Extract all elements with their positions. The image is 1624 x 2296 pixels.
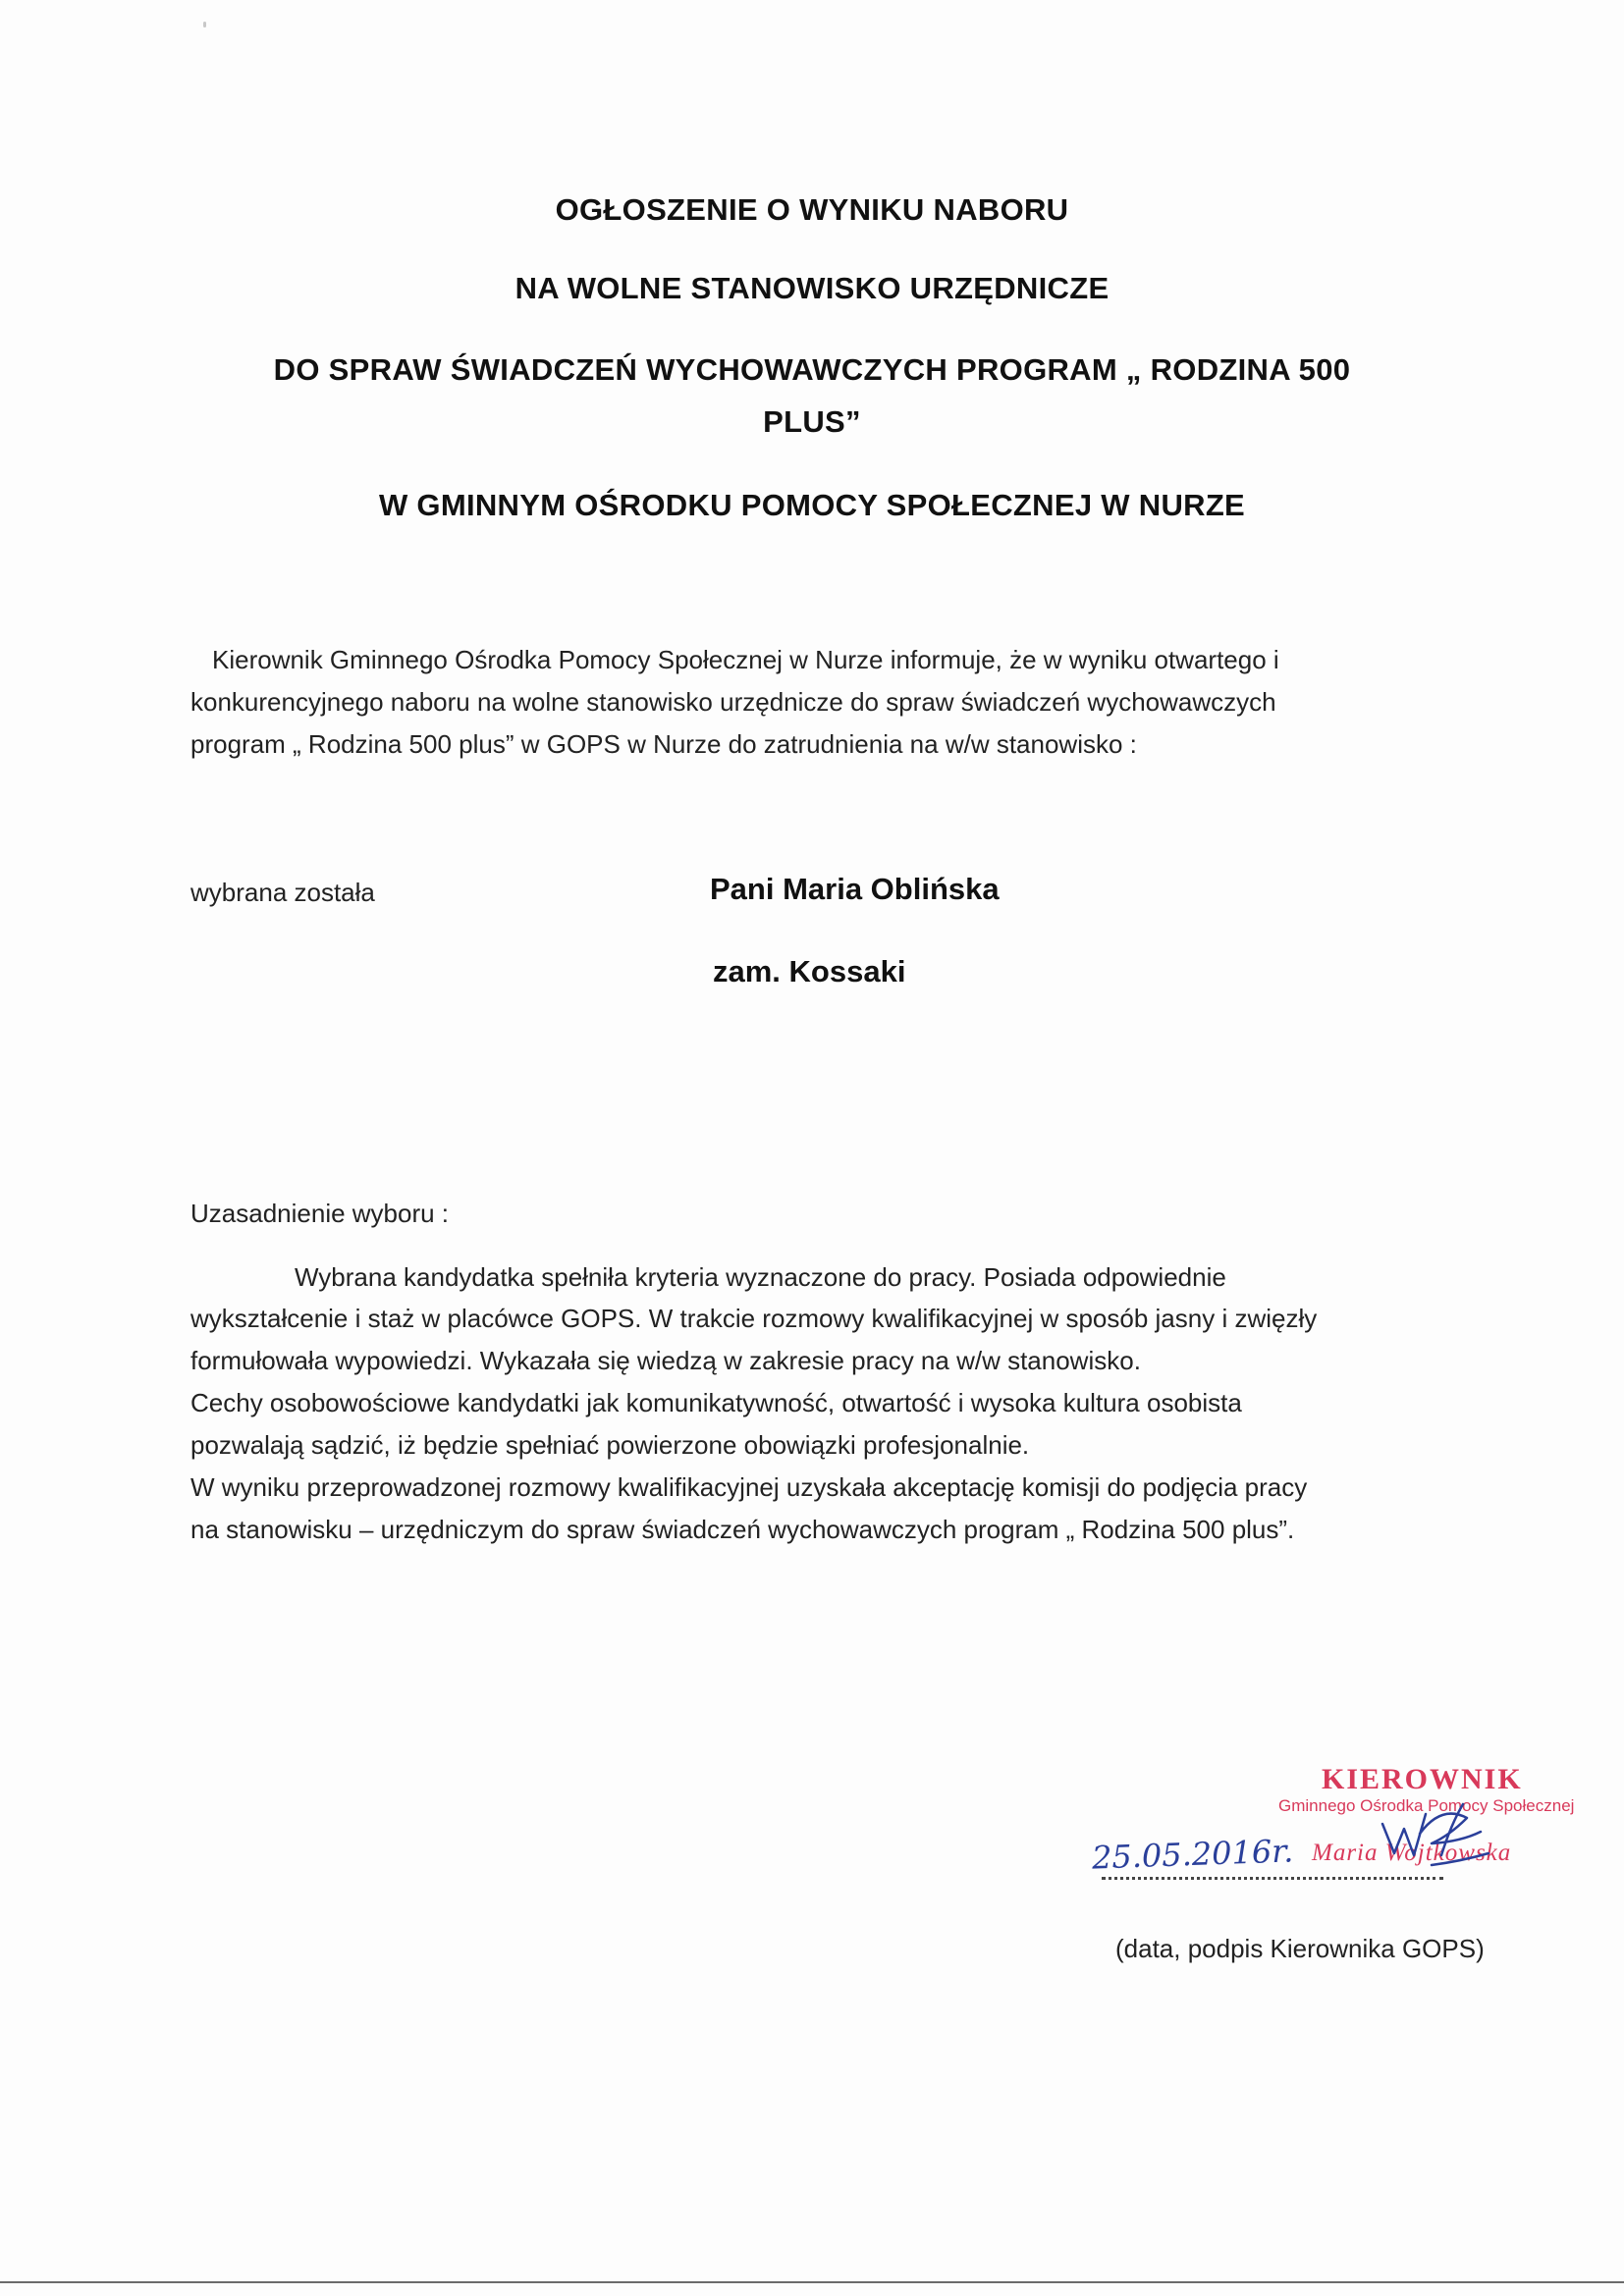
justification-line-2: wykształcenie i staż w placówce GOPS. W trakcie rozmowy kwalifikacyjnej w sposób jasny i zwięzły	[190, 1304, 1318, 1333]
justification-line-5: pozwalają sądzić, iż będzie spełniać powierzone obowiązki profesjonalnie.	[190, 1430, 1030, 1460]
stamp-subtitle: Gminnego Ośrodka Pomocy Społecznej	[1278, 1796, 1575, 1815]
signature-caption: (data, podpis Kierownika GOPS)	[1115, 1934, 1485, 1963]
intro-line-2: konkurencyjnego naboru na wolne stanowisko urzędnicze do spraw świadczeń wychowawczych	[190, 687, 1276, 717]
justification-line-3: formułowała wypowiedzi. Wykazała się wiedzą w zakresie pracy na w/w stanowisko.	[190, 1346, 1141, 1375]
title-line-4: W GMINNYM OŚRODKU POMOCY SPOŁECZNEJ W NURZE	[378, 488, 1246, 522]
stamp-name: Maria Wojtkowska	[1312, 1840, 1512, 1866]
intro-line-1: Kierownik Gminnego Ośrodka Pomocy Społecznej w Nurze informuje, że w wyniku otwartego i	[212, 645, 1279, 674]
intro-line-3: program „ Rodzina 500 plus” w GOPS w Nurze do zatrudnienia na w/w stanowisko :	[190, 729, 1137, 759]
selected-label: wybrana została	[190, 878, 375, 907]
selected-address: zam. Kossaki	[713, 954, 906, 988]
justification-line-6: W wyniku przeprowadzonej rozmowy kwalifikacyjnej uzyskała akceptację komisji do podjęcia pracy	[190, 1472, 1308, 1502]
title-line-2: NA WOLNE STANOWISKO URZĘDNICZE	[514, 271, 1110, 305]
selected-name: Pani Maria Oblińska	[710, 872, 1000, 906]
stamp-title: KIEROWNIK	[1322, 1763, 1523, 1795]
title-line-1: OGŁOSZENIE O WYNIKU NABORU	[555, 192, 1069, 227]
signature-dotted-line	[1102, 1877, 1443, 1880]
signature-date: 25.05.2016r.	[1091, 1832, 1294, 1877]
scan-speck	[203, 22, 206, 27]
scan-edge-line	[0, 2281, 1624, 2283]
justification-line-1: Wybrana kandydatka spełniła kryteria wyznaczone do pracy. Posiada odpowiednie	[295, 1262, 1226, 1292]
justification-line-4: Cechy osobowościowe kandydatki jak komunikatywność, otwartość i wysoka kultura osobista	[190, 1388, 1242, 1417]
title-line-3a: DO SPRAW ŚWIADCZEŃ WYCHOWAWCZYCH PROGRAM „ RODZINA 500	[273, 352, 1351, 387]
justification-line-7: na stanowisku – urzędniczym do spraw świadczeń wychowawczych program „ Rodzina 500 plus”.	[190, 1515, 1295, 1544]
handwritten-signature	[1373, 1785, 1510, 1873]
title-line-3b: PLUS”	[763, 404, 861, 439]
justification-heading: Uzasadnienie wyboru :	[190, 1199, 450, 1228]
